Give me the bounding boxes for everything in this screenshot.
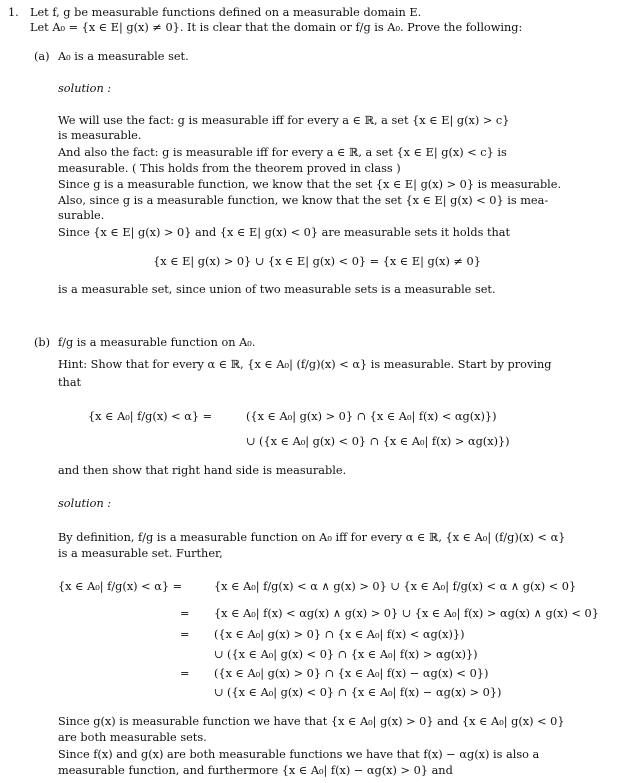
part-b-solution-label: solution :: [58, 497, 112, 510]
chain-step: ({x ∈ A₀| g(x) > 0} ∩ {x ∈ A₀| f(x) − αg(x) < 0}): [214, 667, 489, 680]
part-a-conclusion: is a measurable set, since union of two measurable sets is a measurable set.: [58, 283, 496, 296]
part-b-final-line: measurable function, and furthermore {x ∈ A₀| f(x) − αg(x) > 0} and: [58, 764, 453, 777]
chain-equation-lhs: {x ∈ A₀| f/g(x) < α} =: [58, 580, 183, 593]
hint-equation-lhs: {x ∈ A₀| f/g(x) < α} =: [88, 410, 213, 423]
part-a-line: And also the fact: g is measurable iff for every a ∈ ℝ, a set {x ∈ E| g(x) < c} is: [58, 146, 507, 159]
part-b-final-line: Since g(x) is measurable function we have that {x ∈ A₀| g(x) > 0} and {x ∈ A₀| g(x) < 0}: [58, 715, 565, 728]
chain-step: ({x ∈ A₀| g(x) > 0} ∩ {x ∈ A₀| f(x) < αg(x)}): [214, 628, 465, 641]
chain-step: ∪ ({x ∈ A₀| g(x) < 0} ∩ {x ∈ A₀| f(x) − αg(x) > 0}): [214, 686, 502, 699]
hint-equation-rhs-line-2: ∪ ({x ∈ A₀| g(x) < 0} ∩ {x ∈ A₀| f(x) > αg(x)}): [246, 435, 510, 448]
part-b-marker: (b): [34, 336, 51, 349]
part-a-line: is measurable.: [58, 129, 142, 142]
part-a-line: surable.: [58, 209, 105, 222]
part-a-display-equation: {x ∈ E| g(x) > 0} ∪ {x ∈ E| g(x) < 0} = {x ∈ E| g(x) ≠ 0}: [153, 255, 481, 268]
part-a-line: Also, since g is a measurable function, we know that the set {x ∈ E| g(x) < 0} is mea-: [58, 194, 549, 207]
problem-intro-line-2: Let A₀ = {x ∈ E| g(x) ≠ 0}. It is clear that the domain or f/g is A₀. Prove the following:: [30, 21, 523, 34]
part-a-line: Since g is a measurable function, we know that the set {x ∈ E| g(x) > 0} is measurable.: [58, 178, 562, 191]
part-a-line: Since {x ∈ E| g(x) > 0} and {x ∈ E| g(x) < 0} are measurable sets it holds that: [58, 226, 511, 239]
part-a-solution-label: solution :: [58, 82, 112, 95]
chain-step: ∪ ({x ∈ A₀| g(x) < 0} ∩ {x ∈ A₀| f(x) > αg(x)}): [214, 648, 478, 661]
hint-equation-rhs-line-1: ({x ∈ A₀| g(x) > 0} ∩ {x ∈ A₀| f(x) < αg(x)}): [246, 410, 497, 423]
part-b-hint-line-1: Hint: Show that for every α ∈ ℝ, {x ∈ A₀| (f/g)(x) < α} is measurable. Start by proving: [58, 358, 552, 371]
part-b-final-line: Since f(x) and g(x) are both measurable functions we have that f(x) − αg(x) is also a: [58, 748, 540, 761]
part-b-statement: f/g is a measurable function on A₀.: [58, 336, 256, 349]
part-b-hint-line-2: that: [58, 376, 82, 389]
part-b-definition-line-2: is a measurable set. Further,: [58, 547, 223, 560]
chain-step: {x ∈ A₀| f(x) < αg(x) ∧ g(x) > 0} ∪ {x ∈ A₀| f(x) > αg(x) ∧ g(x) < 0}: [214, 607, 599, 620]
part-a-marker: (a): [34, 50, 50, 63]
part-b-hint-after: and then show that right hand side is measurable.: [58, 464, 347, 477]
part-b-final-line: are both measurable sets.: [58, 731, 207, 744]
part-a-line: measurable. ( This holds from the theorem proved in class ): [58, 162, 401, 175]
chain-equals-sign: =: [180, 667, 190, 680]
part-a-line: We will use the fact: g is measurable iff for every a ∈ ℝ, a set {x ∈ E| g(x) > c}: [58, 114, 510, 127]
part-b-definition-line-1: By definition, f/g is a measurable function on A₀ iff for every α ∈ ℝ, {x ∈ A₀| (f/g)(x) < α}: [58, 531, 566, 544]
part-a-statement: A₀ is a measurable set.: [58, 50, 189, 63]
chain-equals-sign: =: [180, 607, 190, 620]
problem-intro-line-1: Let f, g be measurable functions defined on a measurable domain E.: [30, 6, 422, 19]
chain-equals-sign: =: [180, 628, 190, 641]
problem-number: 1.: [8, 6, 19, 19]
chain-step: {x ∈ A₀| f/g(x) < α ∧ g(x) > 0} ∪ {x ∈ A₀| f/g(x) < α ∧ g(x) < 0}: [214, 580, 577, 593]
